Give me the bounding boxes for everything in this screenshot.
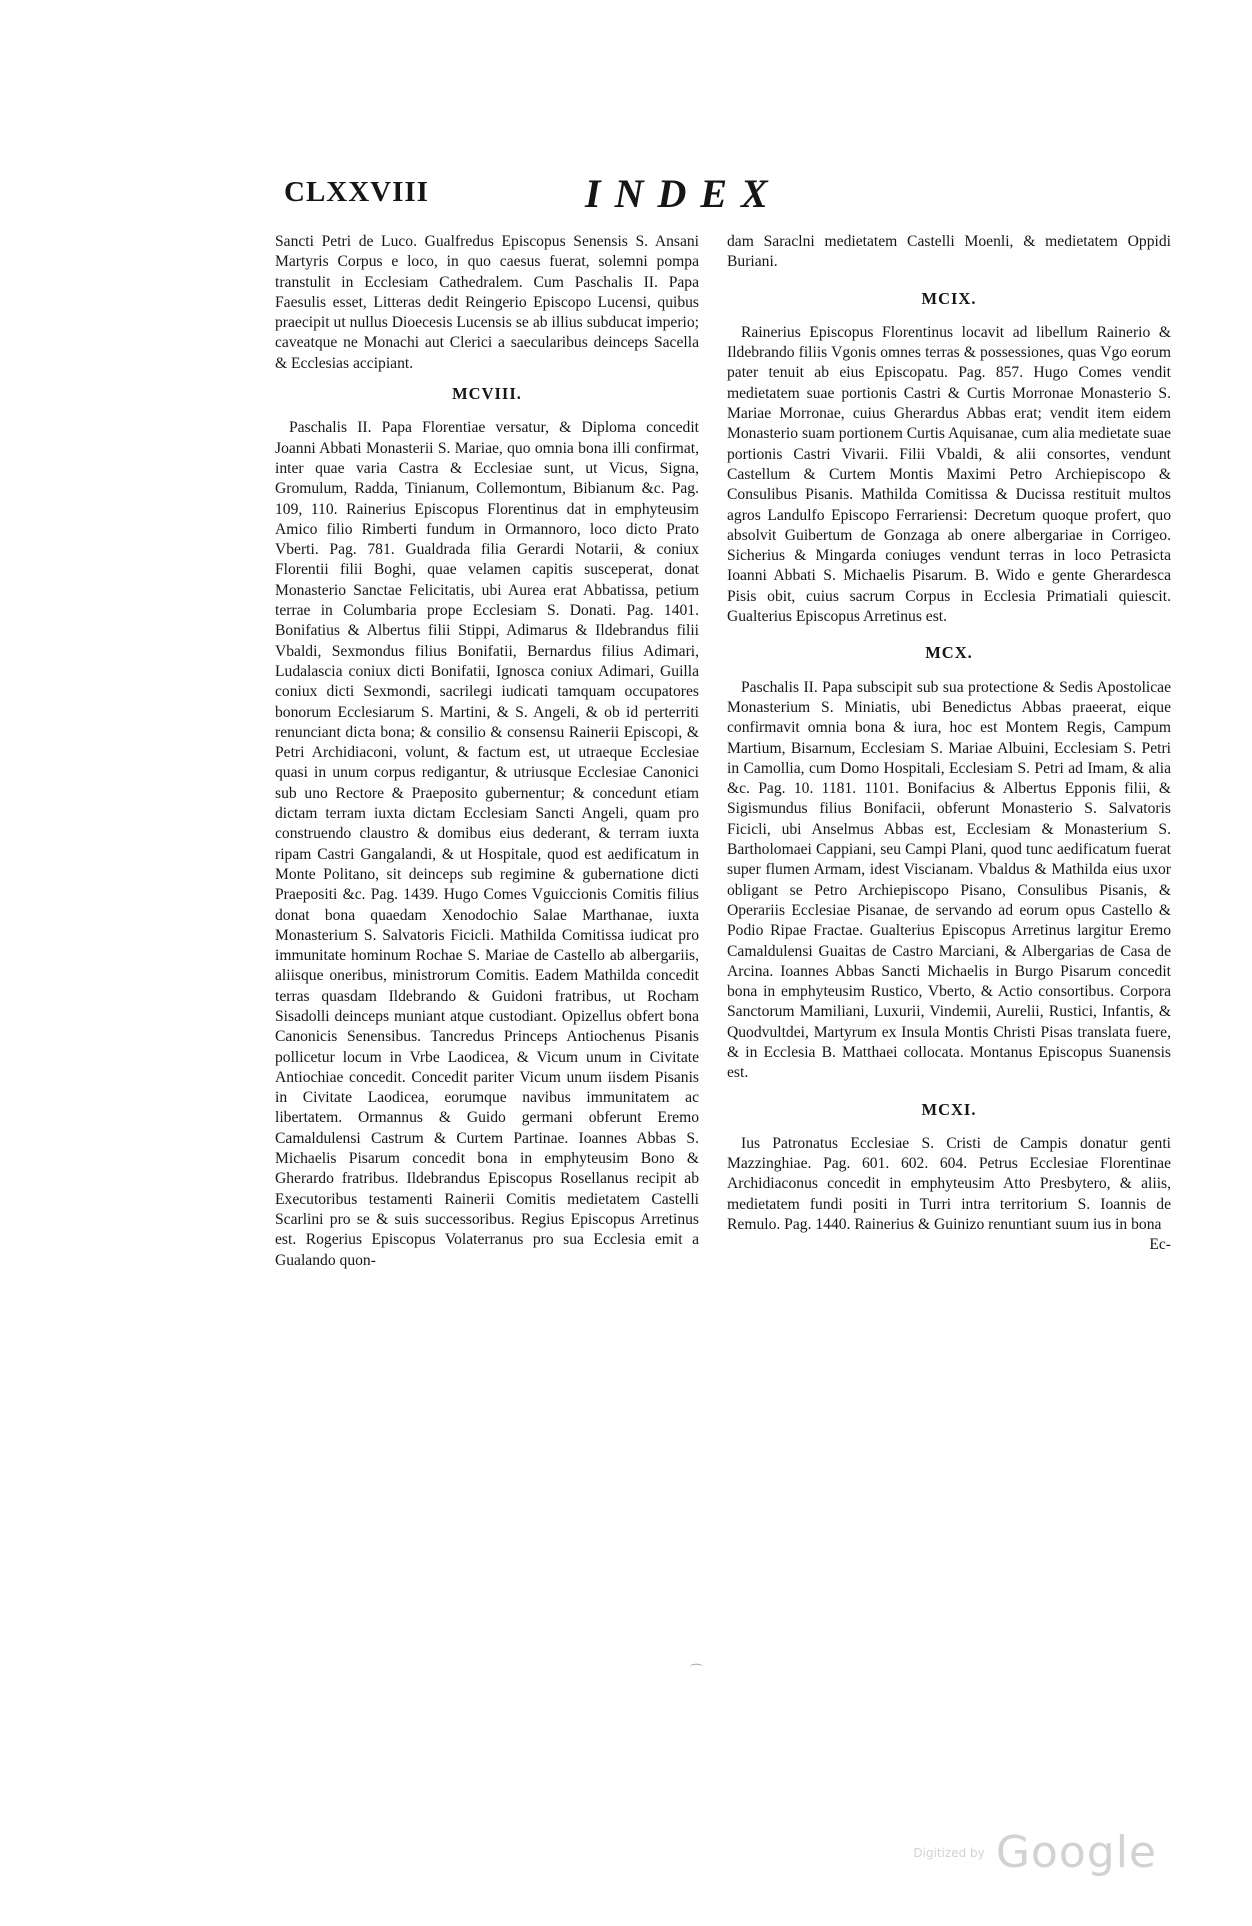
section-heading-mcix: MCIX. bbox=[921, 288, 977, 308]
left-column bbox=[275, 232, 699, 1271]
page-title: INDEX bbox=[585, 171, 782, 216]
digitized-watermark bbox=[913, 1827, 1157, 1878]
section-text-mcviii: Paschalis II. Papa Florentiae versatur, & Diploma concedit Joanni Abbati Monasterii S. Mariae, quo omnia bona illi confirmat, inter quae varia Castra & Ecclesiae sunt, ut Vicus, Signa, Gromulum, Radda, Tinianum, Collemontum, Bibianum &c. Pag. 109, 110. Rainerius Episcopus Florentinus dat in emphyteusim Amico filio Rimberti fundum in Ormannoro, loco dicto Prato Vberti. Pag. 781. Gualdrada filia Gerardi Notarii, & coniux Florentii filii Boghi, quae velamen capitis susceperat, donat Monasterio Sanctae Felicitatis, ubi Aurea erat Abbatissa, petium terrae in Columbaria prope Ecclesiam S. Donati. Pag. 1401. Bonifatius & Albertus filii Stippi, Adimarus & Ildebrandus filii Vbaldi, Sexmondus filius Bonifatii, Bernardus filius Adimari, Ludalascia coniux dicti Bonifatii, Ignosca coniux Adimari, Guilla coniux dicti Sexmondi, sacrilegi iudicati tamquam occupatores bonorum Ecclesiarum S. Martini, & S. Angeli, & ob id perterriti renunciant dicta bona; & consilio & consensu Rainerii Episcopi, & Petri Archidiaconi, volunt, & factum est, ut utraeque Ecclesiae quasi in unum corpus redigantur, & utriusque Ecclesiae Canonici sub uno Rectore & Praeposito gubernentur; & concedunt etiam dictam terram iuxta dictam Ecclesiam Sancti Angeli, quam pro construendo claustro & domibus eius dederant, & terram iuxta ripam Castri Gangalandi, & ut Hospitale, quod est aedificatum in Monte Politano, sit deinceps sub regimine & gubernatione dicti Praepositi &c. Pag. 1439. Hugo Comes Vguiccionis Comitis filius donat bona quaedam Xenodochio Salae Marthanae, iuxta Monasterium S. Salvatoris Ficicli. Mathilda Comitissa iudicat pro immunitate hominum Rochae S. Mariae de Castello ab albergariis, aliisque oneribus, ministrorum Comitis. Eadem Mathilda concedit terras quasdam Ildebrando & Guidoni fratribus, ut Rocham Sisadolli deinceps muniant atque custodiant. Opizellus obfert bona Canonicis Senensibus. Tancredus Princeps Antiochenus Pisanis pollicetur locum in Vrbe Laodicea, & Vicum unum in Civitate Antiochiae concedit. Concedit pariter Vicum unum iisdem Pisanis in Civitate Laodicea, eorumque navibus immunitatem ac libertatem. Ormannus & Guido germani obferunt Eremo Camaldulensi Castrum & Curtem Partinae. Ioannes Abbas S. Michaelis Pisarum concedit bona in emphyteusim Bono & Gherardo fratribus. Ildebrandus Episcopus Rosellanus recipit ab Executoribus testamenti Rainerii Comitis medietatem Castelli Scarlini pro se & suis successoribus. Regius Episcopus Arretinus est. Rogerius Episcopus Volaterranus pro sua Ecclesia emit a Gualando quon- bbox=[275, 419, 699, 1269]
watermark-prefix: Digitized by bbox=[913, 1845, 985, 1860]
catchword: Ec- bbox=[1149, 1236, 1171, 1254]
section-heading-mcx: MCX. bbox=[925, 643, 973, 663]
section-heading-mcviii: MCVIII. bbox=[452, 384, 522, 404]
right-column bbox=[727, 232, 1171, 1256]
section-text-mcxi: Ius Patronatus Ecclesiae S. Cristi de Campis donatur genti Mazzinghiae. Pag. 601. 602. 604. Petrus Ecclesiae Florentinae Archidiaconus concedit in emphyteusim Atto Presbytero, & aliis, medietatem fundi positi in Turri intra territorium S. Ioannis de Remulo. Pag. 1440. Rainerius & Guinizo renuntiant suum ius in bona bbox=[727, 1134, 1171, 1234]
section-heading-mcxi: MCXI. bbox=[921, 1099, 977, 1119]
section-text-mcix: Rainerius Episcopus Florentinus locavit ad libellum Rainerio & Ildebrando filiis Vgonis omnes terras & possessiones, quas Vgo eorum pater tenuit ab eius Episcopatu. Pag. 857. Hugo Comes vendit medietatem suae portionis Castri & Curtis Morronae Monasterio S. Mariae Morronae, cuius Gherardus Abbas erat; vendit item eidem Monasterio suam portionem Curtis Aquisanae, cum alia medietate suae portionis Castri Vivarii. Filii Vbaldi, & alii consortes, vendunt Castellum & Curtem Montis Maximi Petro Archiepiscopo & Consulibus Pisanis. Mathilda Comitissa & Ducissa restituit multos agros Landulfo Episcopo Ferrariensi: Decretum quoque profert, quo absolvit Guibertum de Gonzaga ab onere albergariae in Corrigeo. Sicherius & Mingarda coniuges vendunt terras in loco Petrasicta Ioanni Abbati S. Michaelis Pisarum. B. Wido e gente Gherardesca Pisis obit, cuius sacrum Corpus in Ecclesia Primatiali quiescit. Gualterius Episcopus Arretinus est. bbox=[727, 323, 1171, 626]
google-logo: Google bbox=[995, 1827, 1157, 1878]
left-intro-paragraph: Sancti Petri de Luco. Gualfredus Episcopus Senensis S. Ansani Martyris Corpus e loco, in quo caesus fuerat, solemni pompa transtulit in Ecclesiam Cathedralem. Cum Paschalis II. Papa Faesulis esset, Litteras dedit Reingerio Episcopo Lucensi, quibus praecipit ut nullus Dioecesis Lucensis se ab illius subducat imperio; caveatque ne Monachi aut Clerici a saecularibus deinceps Sacella & Ecclesias accipiant. bbox=[275, 233, 699, 372]
stray-mark: ⌒ bbox=[690, 1663, 704, 1678]
page-number: CLXXVIII bbox=[284, 176, 429, 208]
section-text-mcx: Paschalis II. Papa subscipit sub sua protectione & Sedis Apostolicae Monasterium S. Miniatis, ubi Benedictus Abbas praeerat, eique confirmavit omnia bona & iura, hoc est Montem Regis, Campum Martium, Bisarnum, Ecclesiam S. Mariae Albuini, Ecclesiam S. Petri in Camollia, cum Domo Hospitali, Ecclesiam S. Petri ad Imam, & alia &c. Pag. 10. 1181. 1101. Bonifacius & Albertus Epponis filii, & Sigismundus filius Bonifacii, obferunt Monasterio S. Salvatoris Ficicli, ubi Anselmus Abbas est, Ecclesiam & Monasterium S. Bartholomaei Cappiani, seu Campi Plani, quod tunc aedificatum fuerat super flumen Armam, idest Viscianam. Vbaldus & Mathilda eius uxor obligant se Petro Archiepiscopo Pisano, Consulibus Pisanis, & Operariis Ecclesiae Pisanae, de servando ad eorum opus Castello & Podio Ripae Fractae. Gualterius Episcopus Arretinus largitur Eremo Camaldulensi Guaitas de Castro Marciani, & Albergarias de Casa de Arcina. Ioannes Abbas Sancti Michaelis in Burgo Pisarum concedit bona in emphyteusim Rustico, Vberto, & Actio consortibus. Corpora Sanctorum Mamiliani, Luxurii, Vindemii, Aurelii, Rustici, Infantis, & Quodvultdei, Martyrum ex Insula Montis Christi Pisas translata fuere, & in Ecclesia B. Matthaei collocata. Montanus Episcopus Suanensis est. bbox=[727, 678, 1171, 1082]
right-intro-paragraph: dam Saraclni medietatem Castelli Moenli, & medietatem Oppidi Buriani. bbox=[727, 233, 1171, 271]
